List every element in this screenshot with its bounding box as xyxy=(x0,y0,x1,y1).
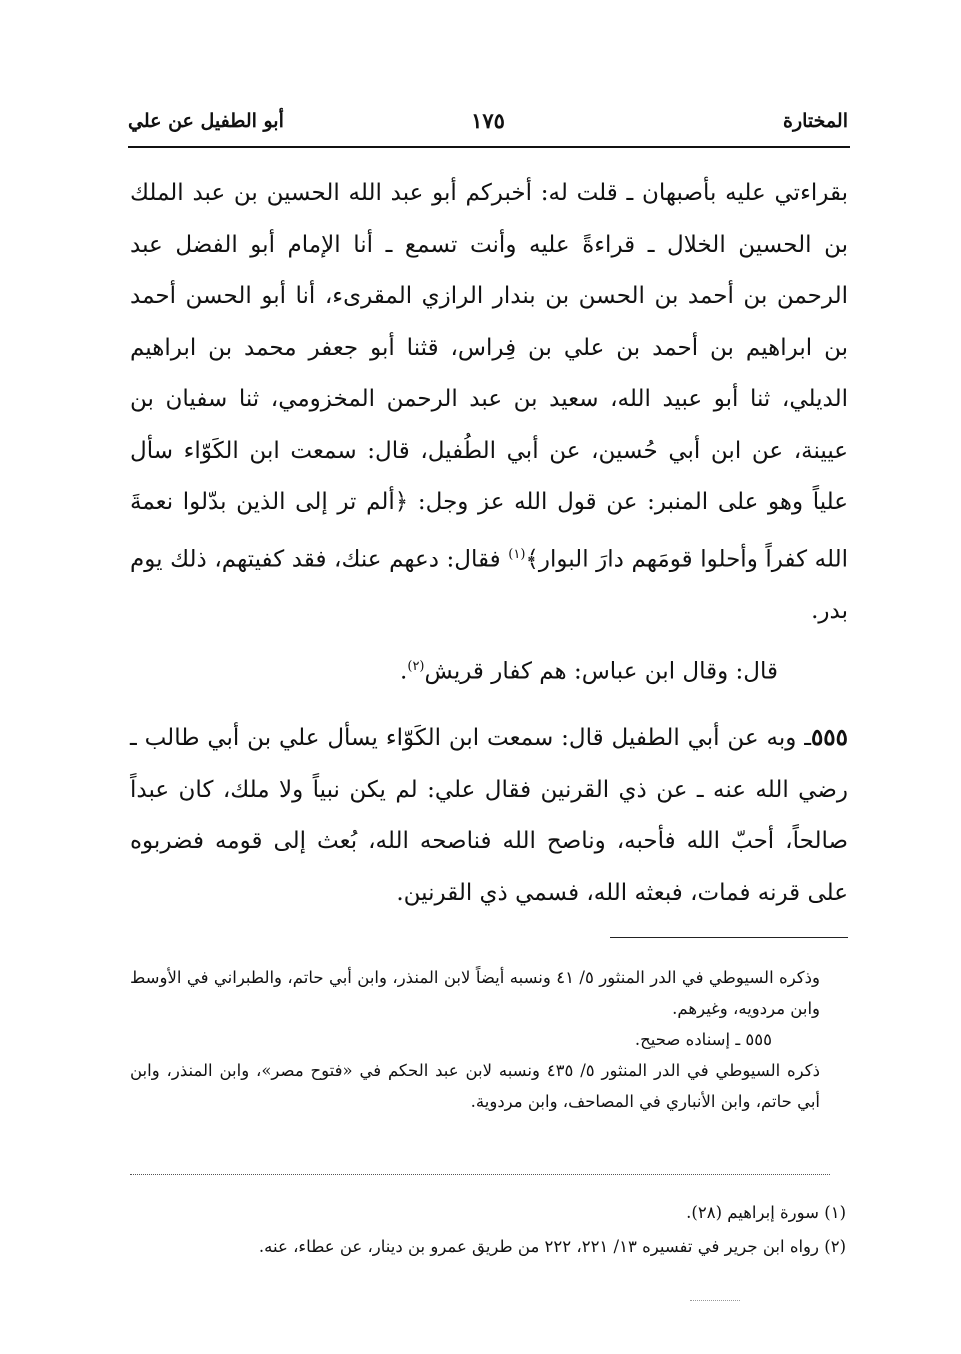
paragraph-ibn-abbas xyxy=(130,641,848,698)
paragraph-ibn-abbas-text: قال: وقال ابن عباس: هم كفار قريش xyxy=(424,658,778,685)
note-2: ٥٥٥ ـ إسناده صحيح. xyxy=(634,1030,772,1049)
footnotes xyxy=(130,1196,846,1264)
note-1: وذكره السيوطي في الدر المنثور ٥/ ٤١ ونسبه أيضاً لابن المنذر، وابن أبي حاتم، والطبراني في الأوسط وابن مردويه، وغيرهم. xyxy=(130,968,820,1018)
page-number: ١٧٥ xyxy=(471,108,505,133)
hadith-555-text: ـ وبه عن أبي الطفيل قال: سمعت ابن الكَوّاء يسأل علي بن أبي طالب ـ رضي الله عنه ـ عن ذي القرنين فقال علي: لم يكن نبياً ولا ملك، كان عبداً صالحاً، أحبّ الله فأحبه، وناصح الله فناصحه الله، بُعث إلى قومه فضربوه على قرنه فمات، فبعثه الله، فسمي ذي القرنين. xyxy=(130,725,848,906)
hadith-555 xyxy=(130,712,848,919)
header-book-title: المختارة xyxy=(783,110,848,132)
running-header xyxy=(128,104,848,146)
footnote-ref-1: (١) xyxy=(508,546,526,562)
footnotes-separator xyxy=(130,1174,830,1175)
main-text xyxy=(130,168,848,919)
footnote-ref-2: (٢) xyxy=(407,659,425,675)
footnote-2: (٢) رواه ابن جرير في تفسيره ١٣/ ٢٢١، ٢٢٢ من طريق عمرو بن دينار، عن عطاء، عنه. xyxy=(258,1237,846,1256)
header-section-title: أبو الطفيل عن علي xyxy=(128,110,284,132)
footnote-1: (١) سورة إبراهيم (٢٨). xyxy=(686,1203,846,1222)
notes-separator xyxy=(610,937,848,938)
paragraph-ibn-abbas-end: . xyxy=(400,658,408,685)
hadith-number: ٥٥٥ xyxy=(810,724,848,752)
header-rule xyxy=(128,146,850,148)
paragraph-isnad-end: فقال: دعهم عنك، فقد كفيتهم، ذلك يوم بدر. xyxy=(130,546,848,624)
editor-notes xyxy=(130,962,820,1117)
scan-speck xyxy=(690,1300,740,1303)
paragraph-isnad xyxy=(130,168,848,637)
note-3: ذكره السيوطي في الدر المنثور ٥/ ٤٣٥ ونسبه لابن عبد الحكم في «فتوح مصر»، وابن المنذر، وابن أبي حاتم، وابن الأنباري في المصاحف، وابن مردوية. xyxy=(130,1061,820,1111)
paragraph-isnad-text: بقراءتي عليه بأصبهان ـ قلت له: أخبركم أبو عبد الله الحسين بن عبد الملك بن الحسين الخلال ـ قراءةً عليه وأنت تسمع ـ أنا الإمام أبو الفضل عبد الرحمن بن أحمد بن الحسن بن بندار الرازي المقرىء، أنا أبو الحسن أحمد بن ابراهيم بن أحمد بن علي بن فِراس، قثنا أبو جعفر محمد بن ابراهيم الديلي، ثنا أبو عبيد الله، سعيد بن عبد الرحمن المخزومي، ثنا سفيان بن عيينة، عن ابن أبي حُسين، عن أبي الطُفيل، قال: سمعت ابن الكَوّاء سأل علياً وهو على المنبر: عن قول الله عز وجل: ﴿ألم تر إلى الذين بدّلوا نعمةَ الله كفراً وأحلوا قومَهم دارَ البوار﴾ xyxy=(130,180,848,573)
